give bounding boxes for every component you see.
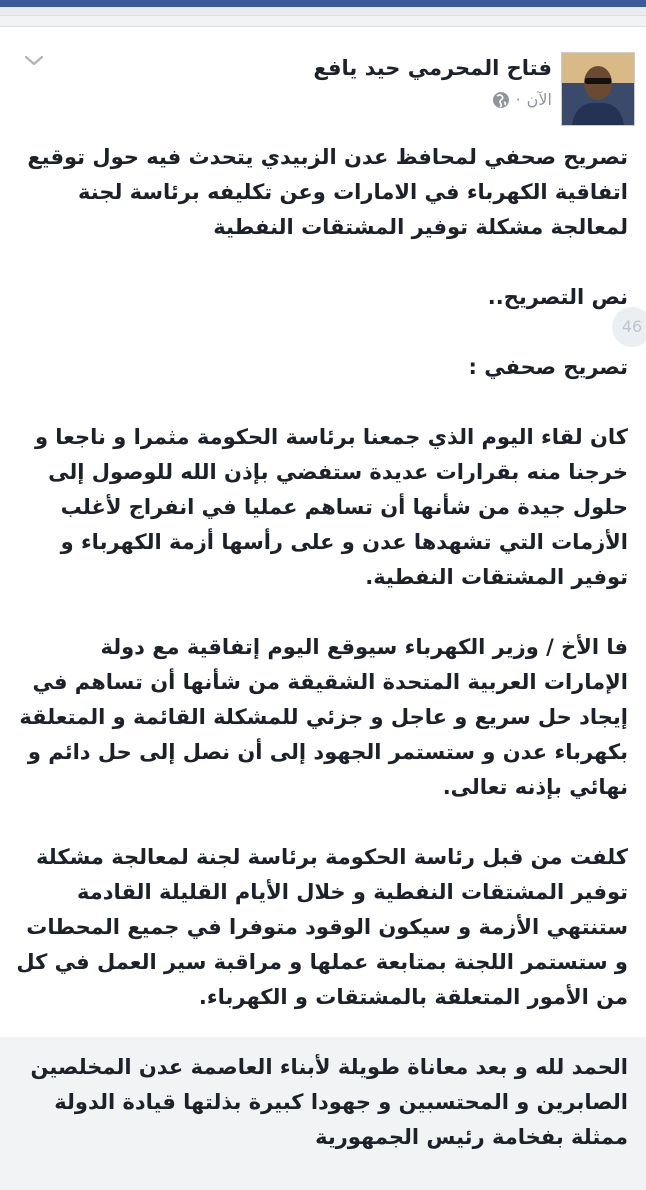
top-nav-divider xyxy=(0,7,646,16)
post-paragraph: كلفت من قبل رئاسة الحكومة برئاسة لجنة لمعالجة مشكلة توفير المشتقات النفطية و خلال الأيام القليلة القادمة ستنتهي الأزمة و سيكون الوقود متوفرا في جميع المحطات و ستستمر اللجنة بمتابعة عملها و مراقبة سير العمل في كل من الأمور المتعلقة بالمشتقات و الكهرباء. xyxy=(16,845,628,1009)
post-paragraph: تصريح صحفي : xyxy=(468,355,628,379)
post-paragraph: كان لقاء اليوم الذي جمعنا برئاسة الحكومة مثمرا و ناجعا و خرجنا منه بقرارات عديدة ستفضي بإذن الله للوصول إلى حلول جيدة من شأنها أن تساهم عمليا في انفراج لأغلب الأزمات التي تشهدها عدن و على رأسها أزمة الكهرباء و توفير المشتقات النفطية. xyxy=(34,425,628,589)
post-paragraph: فا الأخ / وزير الكهرباء سيوقع اليوم إتفاقية مع دولة الإمارات العربية المتحدة الشقيقة من شأنها أن تساهم في إيجاد حل سريع و عاجل و جزئي للمشكلة القائمة و المتعلقة بكهرباء عدن و ستستمر الجهود إلى أن نصل إلى حل دائم و نهائي بإذنه تعالى. xyxy=(19,635,628,799)
post-timestamp[interactable]: الآن xyxy=(526,90,552,109)
post-author-name[interactable]: فتاح المحرمي حيد يافع xyxy=(313,56,552,80)
post-paragraph: الحمد لله و بعد معاناة طويلة لأبناء العاصمة عدن المخلصين الصابرين و المحتسبين و جهودا كبيرة بذلتها قيادة الدولة ممثلة بفخامة رئيس الجمهورية xyxy=(30,1055,628,1149)
avatar[interactable] xyxy=(561,52,635,126)
top-nav-bar xyxy=(0,0,646,7)
meta-separator: · xyxy=(515,90,521,109)
post-paragraph: تصريح صحفي لمحافظ عدن الزبيدي يتحدث فيه حول توقيع اتفاقية الكهرباء في الامارات وعن تكليفه برئاسة لجنة لمعالجة مشكلة توفير المشتقات النفطية xyxy=(27,145,628,239)
post-meta xyxy=(492,90,552,109)
chevron-down-icon[interactable] xyxy=(22,52,46,70)
scroll-count-badge: 46 xyxy=(612,307,646,347)
post-body xyxy=(12,140,628,1190)
post-paragraph: نص التصريح.. xyxy=(487,285,628,309)
globe-icon[interactable] xyxy=(492,91,510,109)
